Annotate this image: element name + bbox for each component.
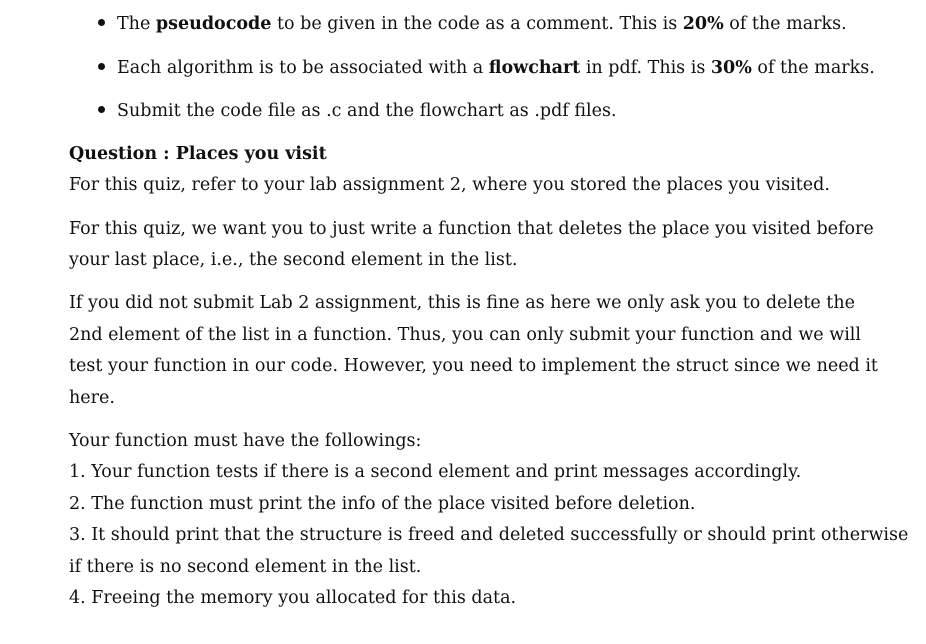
para1-line: your last place, i.e., the second element in the list. xyxy=(69,250,518,270)
requirements-intro: Your function must have the followings: xyxy=(69,431,422,451)
para1-line: For this quiz, we want you to just write a function that deletes the place you visited before xyxy=(69,219,874,239)
requirement-item: 1. Your function tests if there is a second element and print messages accordingly. xyxy=(69,462,802,482)
bullet-dot-icon xyxy=(98,106,105,113)
bullet-dot-icon xyxy=(98,63,105,70)
para2-line: 2nd element of the list in a function. Thus, you can only submit your function and we will xyxy=(69,325,861,345)
bullet-pseudocode: The pseudocode to be given in the code as a comment. This is 20% of the marks. xyxy=(98,14,847,34)
requirement-item: 4. Freeing the memory you allocated for this data. xyxy=(69,588,517,608)
para2-line: here. xyxy=(69,388,115,408)
question-intro: For this quiz, refer to your lab assignment 2, where you stored the places you visited. xyxy=(69,175,830,195)
requirement-item: 2. The function must print the info of the place visited before deletion. xyxy=(69,494,696,514)
bullet-flowchart: Each algorithm is to be associated with a flowchart in pdf. This is 30% of the marks. xyxy=(98,58,875,78)
para2-line: test your function in our code. However, you need to implement the struct since we need it xyxy=(69,356,878,376)
requirement-item: 3. It should print that the structure is freed and deleted successfully or should print otherwise xyxy=(69,525,909,545)
para2-line: If you did not submit Lab 2 assignment, this is fine as here we only ask you to delete the xyxy=(69,293,855,313)
question-title: Question : Places you visit xyxy=(69,144,327,164)
bullet-dot-icon xyxy=(98,19,105,26)
requirement-item: if there is no second element in the list. xyxy=(69,557,422,577)
bullet-submit: Submit the code file as .c and the flowchart as .pdf files. xyxy=(98,101,617,121)
